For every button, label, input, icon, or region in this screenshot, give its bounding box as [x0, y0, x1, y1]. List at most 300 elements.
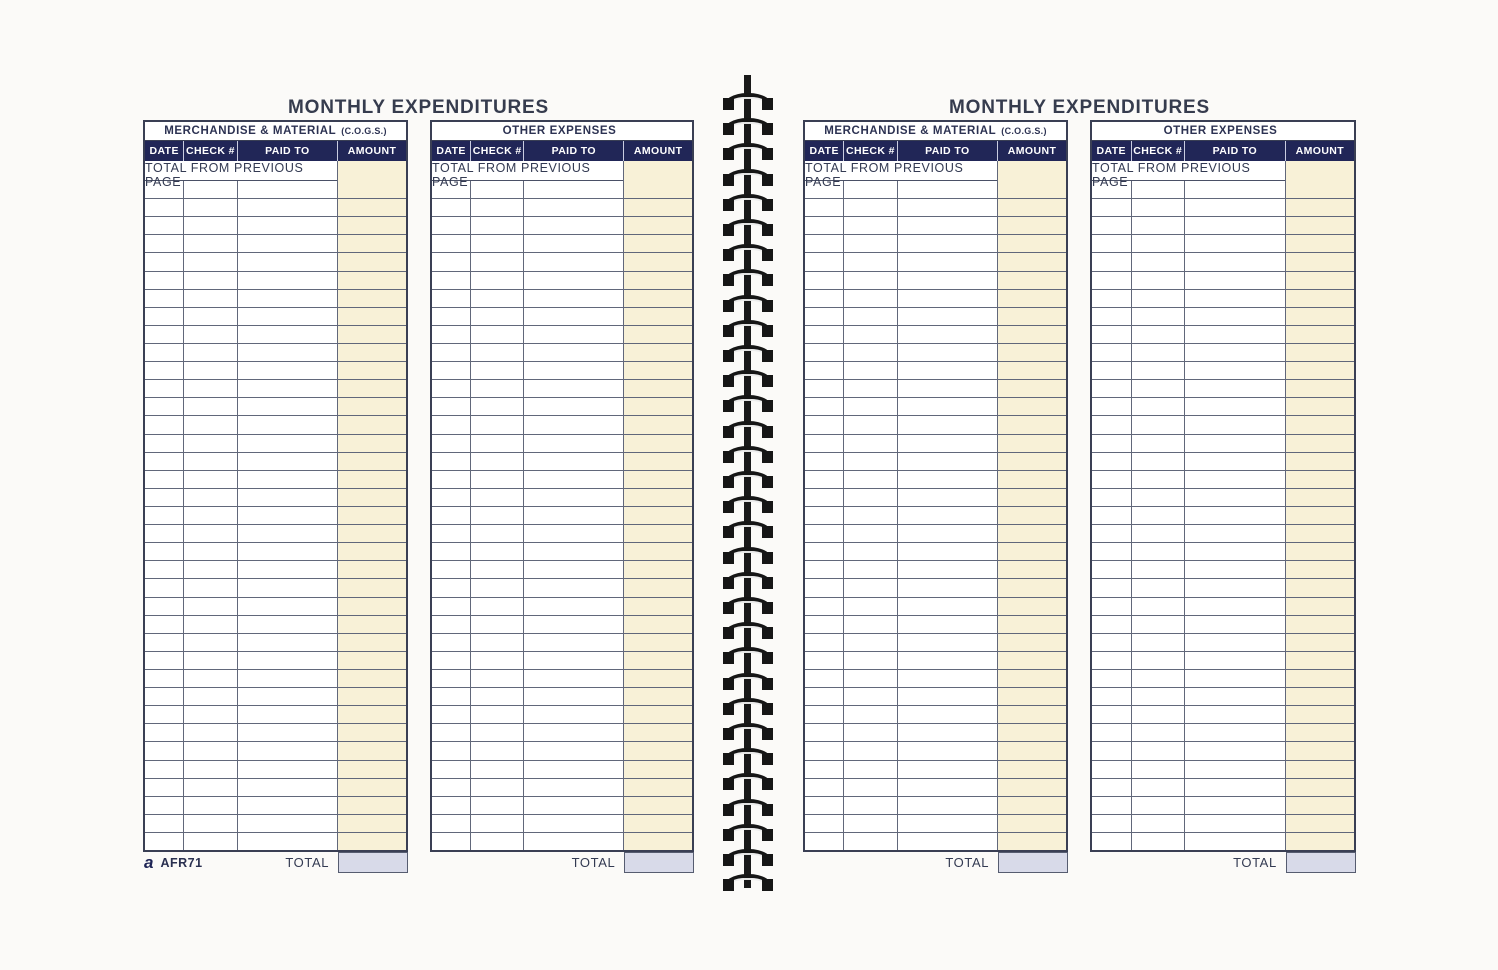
paid-to-cell [523, 561, 623, 578]
amount-cell [1285, 598, 1354, 615]
date-cell [432, 326, 470, 343]
paid-to-cell [1184, 398, 1285, 415]
amount-cell [623, 471, 692, 488]
date-cell [432, 833, 470, 850]
date-cell [805, 416, 843, 433]
ledger-row [432, 634, 692, 652]
paid-to-cell [1184, 272, 1285, 289]
amount-cell [623, 525, 692, 542]
ledger-row [805, 543, 1066, 561]
check-number-cell [1131, 652, 1184, 669]
paid-to-cell [897, 199, 997, 216]
amount-cell [1285, 435, 1354, 452]
paid-to-cell [897, 706, 997, 723]
coil-end-left [723, 148, 734, 160]
ledger-row [432, 598, 692, 616]
date-cell [432, 217, 470, 234]
paid-to-cell [237, 724, 337, 741]
date-cell [805, 253, 843, 270]
check-number-cell [843, 471, 896, 488]
check-number-cell [470, 634, 523, 651]
ledger-row [432, 616, 692, 634]
coil-end-left [723, 778, 734, 790]
ledger-row [432, 779, 692, 797]
check-number-cell [843, 272, 896, 289]
paid-to-cell [523, 579, 623, 596]
check-number-cell [183, 471, 236, 488]
amount-cell [337, 380, 406, 397]
ledger-row [1092, 634, 1354, 652]
amount-cell [337, 362, 406, 379]
date-cell [145, 815, 183, 832]
amount-cell [1285, 525, 1354, 542]
check-number-cell [470, 290, 523, 307]
check-number-cell [843, 742, 896, 759]
check-number-cell [1131, 779, 1184, 796]
amount-cell [623, 217, 692, 234]
date-cell [432, 235, 470, 252]
coil-end-left [723, 703, 734, 715]
amount-cell [997, 797, 1066, 814]
check-number-cell [470, 670, 523, 687]
date-cell [1092, 235, 1131, 252]
paid-to-cell [237, 416, 337, 433]
binding-coil-icon [723, 721, 773, 740]
date-cell [1092, 652, 1131, 669]
ledger-row [432, 688, 692, 706]
check-number-cell [183, 435, 236, 452]
amount-cell [623, 435, 692, 452]
date-cell [805, 779, 843, 796]
date-cell [805, 181, 843, 198]
date-cell [805, 561, 843, 578]
amount-cell [1285, 579, 1354, 596]
amount-cell [997, 742, 1066, 759]
ledger-row [145, 308, 406, 326]
paid-to-cell [237, 742, 337, 759]
check-number-cell [470, 471, 523, 488]
ledger-row [805, 362, 1066, 380]
amount-cell [623, 724, 692, 741]
coil-end-right [762, 274, 773, 286]
ledger-row [432, 489, 692, 507]
check-number-cell [183, 797, 236, 814]
ledger-row [145, 344, 406, 362]
ledger-row [805, 308, 1066, 326]
date-cell [145, 326, 183, 343]
section-title-row [805, 122, 1066, 141]
amount-cell [337, 272, 406, 289]
amount-cell [997, 706, 1066, 723]
date-cell [145, 634, 183, 651]
spiral-binding-icon [721, 75, 775, 891]
paid-to-cell [237, 815, 337, 832]
ledger-row [432, 742, 692, 760]
ledger-row [1092, 670, 1354, 688]
amount-cell [623, 543, 692, 560]
binding-coil-icon [723, 746, 773, 765]
paid-to-cell [523, 652, 623, 669]
ledger-row [432, 308, 692, 326]
amount-cell [1285, 688, 1354, 705]
amount-cell [337, 398, 406, 415]
ledger-row [805, 435, 1066, 453]
ledger-row [145, 670, 406, 688]
coil-end-left [723, 804, 734, 816]
ledger-row [432, 453, 692, 471]
coil-end-right [762, 199, 773, 211]
paid-to-cell [1184, 652, 1285, 669]
paid-to-cell [897, 761, 997, 778]
paid-to-cell [523, 634, 623, 651]
amount-cell [997, 181, 1066, 198]
amount-cell [1285, 235, 1354, 252]
ledger-row [432, 724, 692, 742]
amount-cell [623, 362, 692, 379]
date-cell [805, 525, 843, 542]
ledger-row [432, 561, 692, 579]
expense-table-frame [143, 120, 408, 852]
date-cell [1092, 290, 1131, 307]
check-number-cell [470, 235, 523, 252]
check-number-cell [470, 761, 523, 778]
check-number-cell [470, 435, 523, 452]
ledger-row [1092, 326, 1354, 344]
date-cell [1092, 489, 1131, 506]
paid-to-cell [897, 742, 997, 759]
amount-cell [623, 761, 692, 778]
date-cell [805, 235, 843, 252]
check-number-cell [1131, 543, 1184, 560]
amount-cell [337, 634, 406, 651]
check-number-cell [183, 199, 236, 216]
left-page-tables [143, 120, 694, 876]
entry-rows [145, 181, 406, 850]
ledger-row [805, 833, 1066, 850]
amount-cell [337, 217, 406, 234]
check-number-cell [183, 272, 236, 289]
section-title: MERCHANDISE & MATERIAL [164, 125, 337, 137]
date-cell [805, 688, 843, 705]
binding-coil-icon [723, 293, 773, 312]
check-number-cell [843, 435, 896, 452]
date-cell [145, 362, 183, 379]
paid-to-cell [1184, 362, 1285, 379]
paid-to-cell [1184, 199, 1285, 216]
ledger-row [805, 634, 1066, 652]
check-number-cell [1131, 507, 1184, 524]
paid-to-cell [523, 308, 623, 325]
coil-end-left [723, 300, 734, 312]
paid-to-cell [1184, 779, 1285, 796]
binding-coil-icon [723, 393, 773, 412]
amount-cell [337, 344, 406, 361]
coil-end-left [723, 728, 734, 740]
paid-to-cell [237, 579, 337, 596]
amount-cell [997, 761, 1066, 778]
total-row [430, 852, 694, 874]
check-number-cell [470, 416, 523, 433]
check-number-cell [843, 652, 896, 669]
binding-coil-icon [723, 872, 773, 891]
ledger-row [432, 815, 692, 833]
amount-cell [623, 453, 692, 470]
check-number-cell [183, 416, 236, 433]
paid-to-cell [1184, 344, 1285, 361]
ledger-row [1092, 543, 1354, 561]
check-number-cell [183, 253, 236, 270]
date-cell [432, 779, 470, 796]
ledger-row [805, 326, 1066, 344]
date-cell [145, 290, 183, 307]
paid-to-cell [897, 525, 997, 542]
date-cell [432, 380, 470, 397]
date-cell [145, 344, 183, 361]
date-cell [805, 598, 843, 615]
date-cell [432, 398, 470, 415]
binding-coil-icon [723, 91, 773, 110]
total-row [1090, 852, 1356, 874]
paid-to-cell [523, 326, 623, 343]
check-number-cell [183, 380, 236, 397]
ledger-row [432, 344, 692, 362]
coil-end-left [723, 652, 734, 664]
ledger-row [145, 652, 406, 670]
paid-to-cell [523, 598, 623, 615]
check-number-cell [470, 833, 523, 850]
paid-to-cell [1184, 416, 1285, 433]
paid-to-cell [1184, 706, 1285, 723]
coil-end-left [723, 879, 734, 891]
paid-to-cell [523, 217, 623, 234]
page-title: MONTHLY EXPENDITURES [288, 97, 549, 118]
ledger-row [432, 253, 692, 271]
amount-cell [1285, 199, 1354, 216]
entry-rows [1092, 181, 1354, 850]
binding-coil-icon [723, 570, 773, 589]
paid-to-cell [897, 579, 997, 596]
date-cell [805, 471, 843, 488]
amount-cell [1285, 272, 1354, 289]
ledger-row [145, 724, 406, 742]
check-number-cell [470, 199, 523, 216]
check-number-cell [843, 616, 896, 633]
date-cell [1092, 634, 1131, 651]
paid-to-cell [897, 362, 997, 379]
carry-forward-row [1092, 161, 1354, 189]
paid-to-cell [897, 344, 997, 361]
date-cell [805, 308, 843, 325]
paid-to-cell [897, 670, 997, 687]
date-cell [145, 308, 183, 325]
coil-end-left [723, 577, 734, 589]
paid-to-cell [1184, 833, 1285, 850]
ledger-row [1092, 181, 1354, 199]
amount-cell [1285, 362, 1354, 379]
check-number-cell [470, 489, 523, 506]
date-cell [1092, 453, 1131, 470]
ledger-row [145, 362, 406, 380]
check-number-cell [183, 290, 236, 307]
ledger-row [1092, 616, 1354, 634]
amount-cell [623, 507, 692, 524]
ledger-row [145, 797, 406, 815]
paid-to-cell [897, 507, 997, 524]
date-cell [145, 797, 183, 814]
check-number-cell [843, 344, 896, 361]
date-cell [1092, 507, 1131, 524]
coil-end-left [723, 501, 734, 513]
date-cell [1092, 416, 1131, 433]
ledger-row [805, 344, 1066, 362]
amount-cell [1285, 217, 1354, 234]
amount-cell [997, 598, 1066, 615]
amount-cell [623, 598, 692, 615]
check-number-cell [183, 652, 236, 669]
ledger-row [1092, 815, 1354, 833]
date-cell [145, 217, 183, 234]
adams-logo-icon: a [144, 853, 154, 872]
ledger-row [1092, 199, 1354, 217]
amount-cell [623, 688, 692, 705]
amount-cell [1285, 706, 1354, 723]
paid-to-cell [523, 616, 623, 633]
amount-cell [623, 833, 692, 850]
ledger-row [432, 471, 692, 489]
check-number-column-header: CHECK # [470, 141, 523, 161]
coil-end-left [723, 274, 734, 286]
paid-to-cell [1184, 815, 1285, 832]
check-number-cell [843, 380, 896, 397]
carry-forward-label: TOTAL FROM PREVIOUS PAGE [145, 161, 304, 189]
right-page-tables [803, 120, 1356, 876]
ledger-row [805, 199, 1066, 217]
amount-cell [1285, 797, 1354, 814]
date-cell [432, 761, 470, 778]
date-cell [145, 253, 183, 270]
date-cell [1092, 253, 1131, 270]
check-number-cell [470, 543, 523, 560]
check-number-cell [843, 235, 896, 252]
ledger-row [432, 833, 692, 850]
entry-rows [805, 181, 1066, 850]
paid-to-cell [237, 272, 337, 289]
amount-cell [1285, 652, 1354, 669]
amount-cell [1285, 616, 1354, 633]
ledger-row [1092, 344, 1354, 362]
date-cell [145, 616, 183, 633]
date-cell [145, 453, 183, 470]
check-number-cell [843, 326, 896, 343]
paid-to-cell [237, 598, 337, 615]
coil-end-right [762, 829, 773, 841]
carry-forward-label: TOTAL FROM PREVIOUS PAGE [432, 161, 591, 189]
check-number-cell [1131, 308, 1184, 325]
paid-to-cell [1184, 561, 1285, 578]
ledger-row [145, 290, 406, 308]
check-number-cell [1131, 253, 1184, 270]
check-number-cell [470, 742, 523, 759]
date-cell [1092, 688, 1131, 705]
ledger-row [805, 706, 1066, 724]
ledger-row [432, 525, 692, 543]
paid-to-cell [897, 634, 997, 651]
paid-to-cell [237, 561, 337, 578]
amount-cell [623, 380, 692, 397]
date-cell [145, 525, 183, 542]
check-number-cell [1131, 833, 1184, 850]
date-cell [1092, 833, 1131, 850]
paid-to-cell [237, 253, 337, 270]
amount-cell [337, 543, 406, 560]
amount-cell [337, 779, 406, 796]
date-cell [145, 543, 183, 560]
ledger-row [432, 761, 692, 779]
coil-end-right [762, 804, 773, 816]
check-number-cell [1131, 742, 1184, 759]
paid-to-cell [237, 308, 337, 325]
coil-end-right [762, 300, 773, 312]
carry-forward-row [432, 161, 692, 189]
ledger-row [805, 290, 1066, 308]
total-label: TOTAL [571, 855, 616, 870]
amount-cell [1285, 543, 1354, 560]
date-cell [805, 435, 843, 452]
date-cell [1092, 380, 1131, 397]
ledger-row [1092, 561, 1354, 579]
paid-to-cell [1184, 797, 1285, 814]
amount-cell [623, 181, 692, 198]
column-header-row [432, 141, 692, 161]
amount-cell [337, 181, 406, 198]
check-number-cell [1131, 290, 1184, 307]
coil-end-left [723, 526, 734, 538]
amount-column-header: AMOUNT [1285, 141, 1354, 161]
paid-to-cell [1184, 308, 1285, 325]
coil-end-right [762, 728, 773, 740]
binding-coil-icon [723, 192, 773, 211]
paid-to-cell [1184, 761, 1285, 778]
ledger-row [805, 398, 1066, 416]
ledger-row [432, 797, 692, 815]
ledger-row [145, 634, 406, 652]
date-cell [432, 706, 470, 723]
paid-to-cell [897, 688, 997, 705]
ledger-row [805, 616, 1066, 634]
date-cell [145, 742, 183, 759]
amount-cell [997, 272, 1066, 289]
check-number-cell [1131, 670, 1184, 687]
date-cell [432, 616, 470, 633]
check-number-cell [843, 525, 896, 542]
paid-to-cell [523, 833, 623, 850]
check-number-cell [470, 652, 523, 669]
check-number-cell [470, 525, 523, 542]
ledger-row [145, 435, 406, 453]
date-cell [805, 652, 843, 669]
paid-to-cell [523, 380, 623, 397]
paid-to-cell [523, 543, 623, 560]
date-cell [1092, 308, 1131, 325]
coil-end-right [762, 879, 773, 891]
paid-to-cell [523, 779, 623, 796]
check-number-cell [843, 797, 896, 814]
date-cell [432, 797, 470, 814]
ledger-row [805, 471, 1066, 489]
date-cell [1092, 272, 1131, 289]
total-amount-cell [998, 852, 1068, 873]
amount-cell [1285, 507, 1354, 524]
